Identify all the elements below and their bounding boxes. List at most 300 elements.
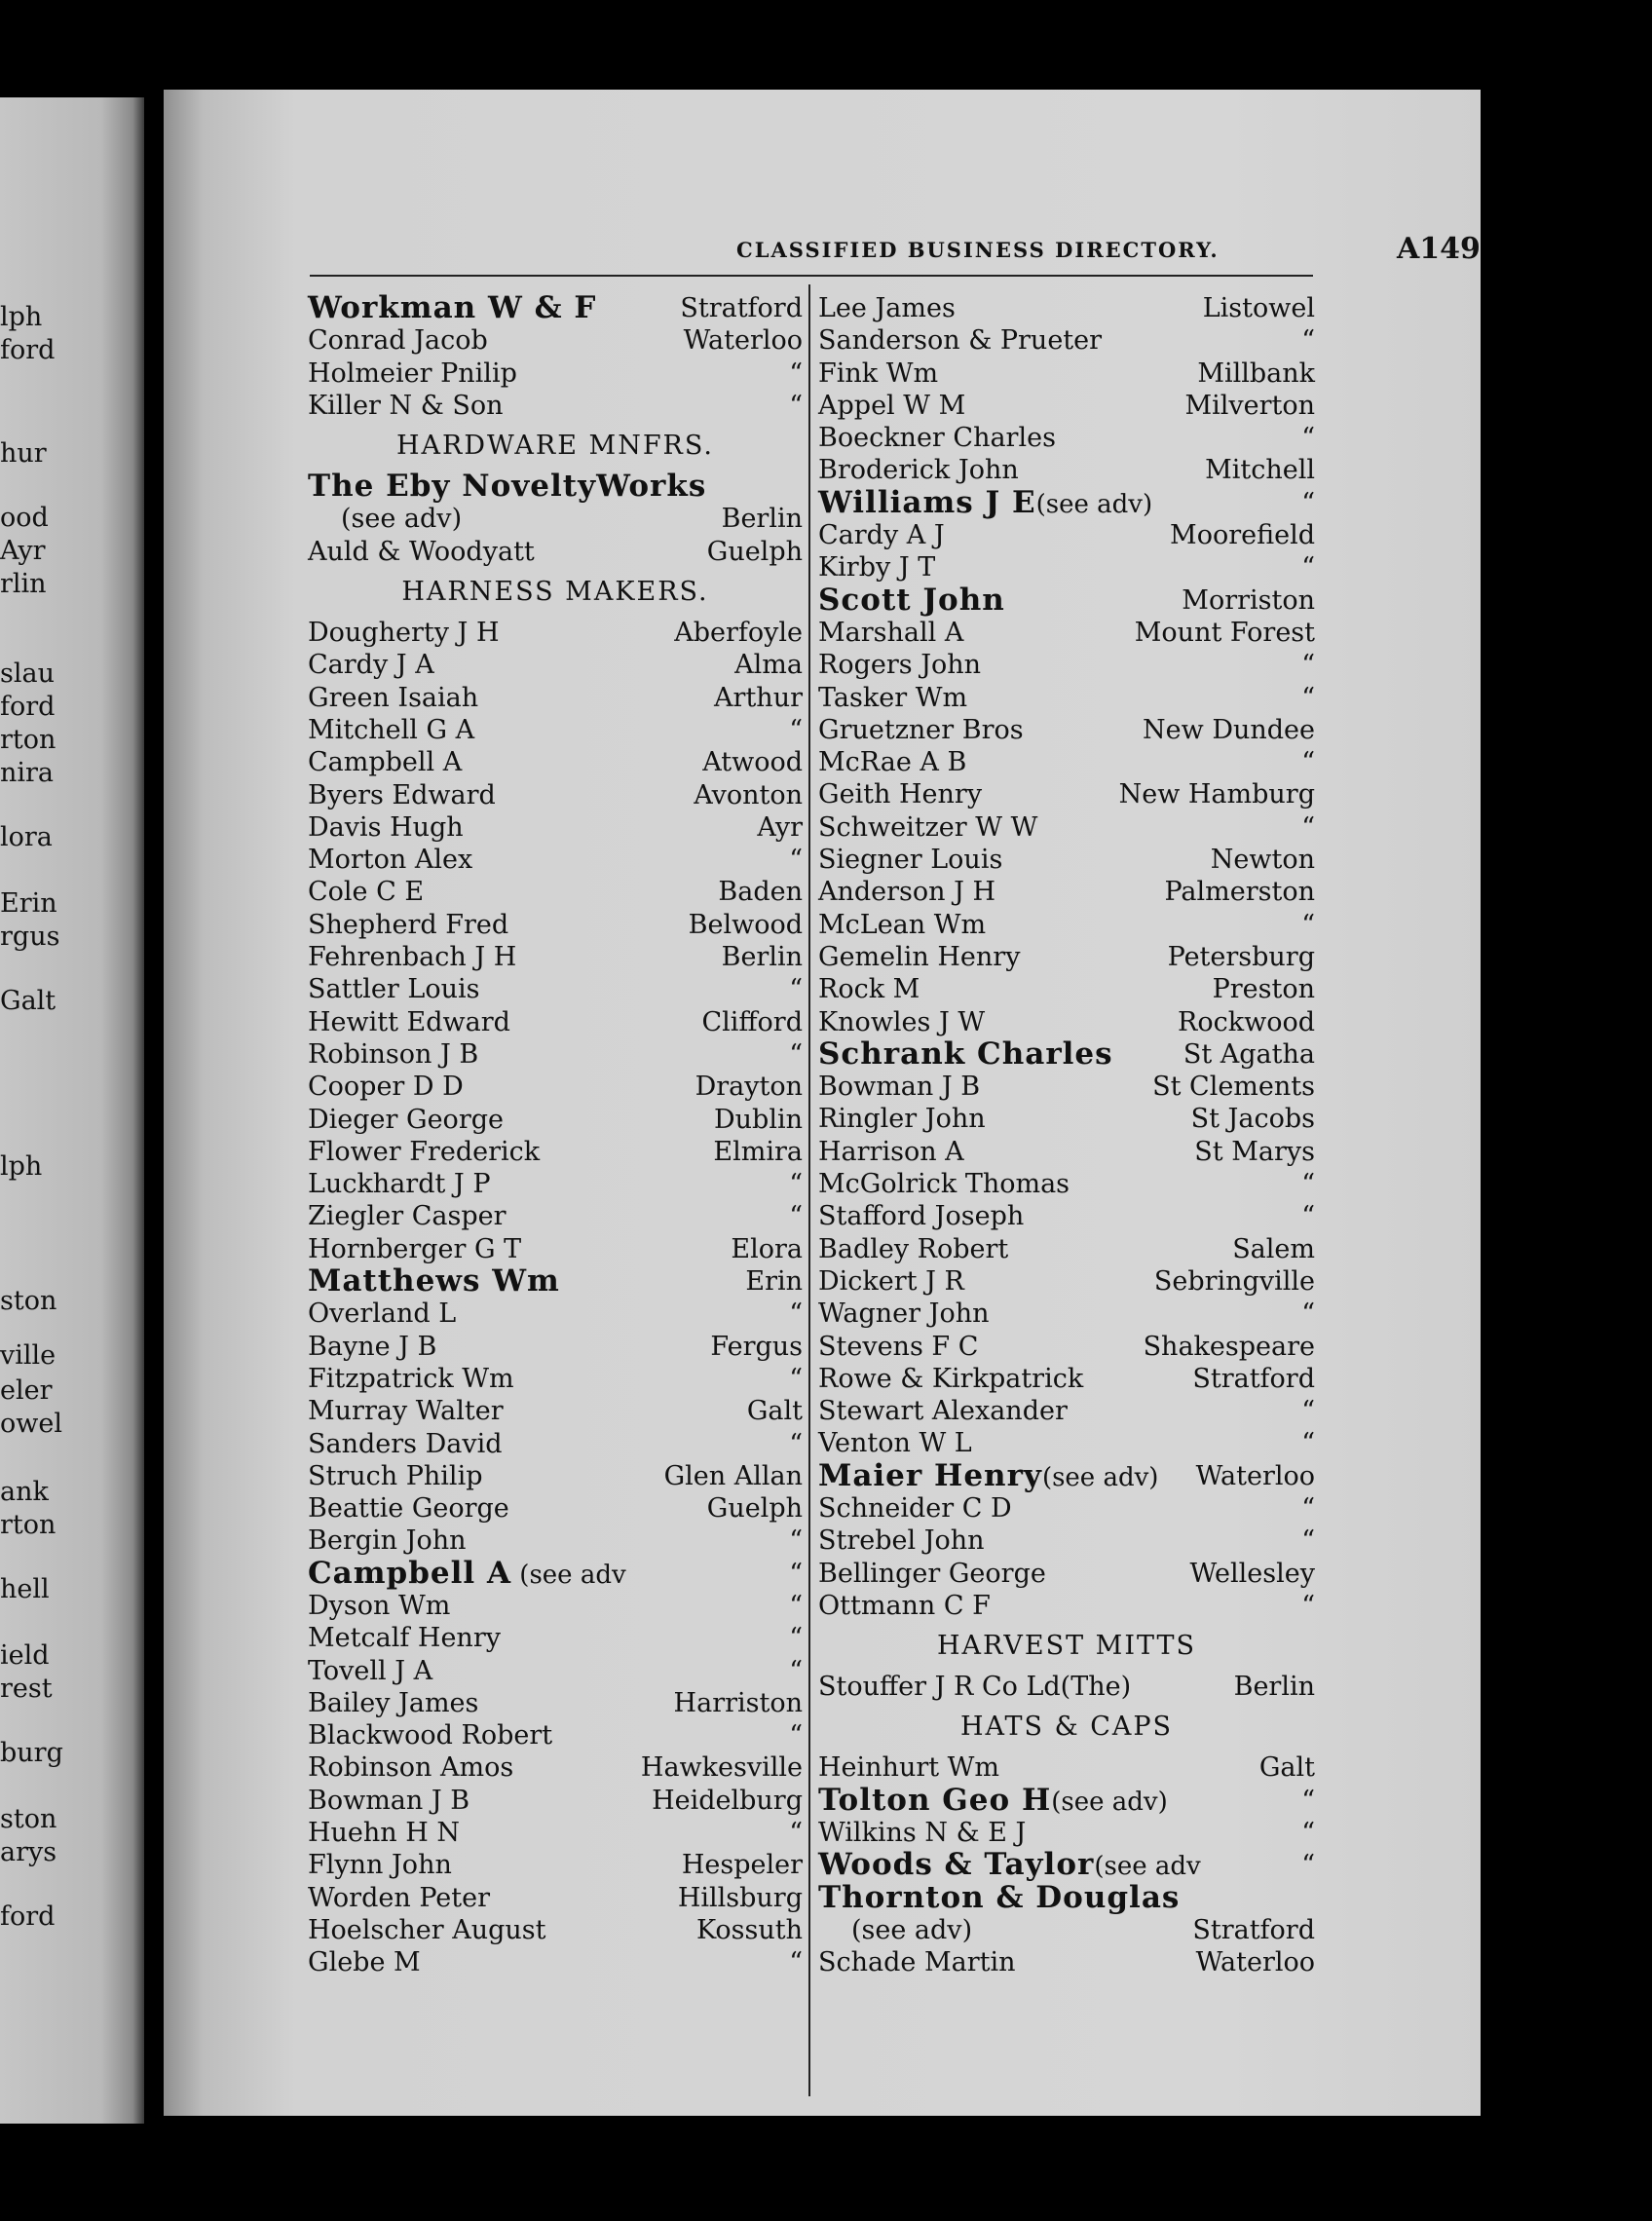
page-number: A149 bbox=[1397, 232, 1481, 266]
business-name: Matthews Wm bbox=[308, 1263, 560, 1299]
business-name: Lee James bbox=[818, 293, 956, 323]
locality: “ bbox=[789, 845, 803, 876]
locality: “ bbox=[1301, 552, 1315, 583]
directory-entry bbox=[818, 1751, 1315, 1784]
directory-entry bbox=[308, 1882, 803, 1914]
advert-note: (see adv bbox=[511, 1560, 626, 1590]
business-name: Badley Robert bbox=[818, 1233, 1009, 1264]
business-name: Sattler Louis bbox=[308, 974, 480, 1005]
business-name: Appel W M bbox=[818, 390, 966, 421]
directory-page bbox=[164, 90, 1481, 2116]
locality: Listowel bbox=[1202, 293, 1315, 323]
margin-fragment: rest bbox=[0, 1674, 53, 1704]
directory-entry bbox=[818, 324, 1315, 357]
directory-entry bbox=[818, 1671, 1315, 1703]
locality: “ bbox=[1301, 747, 1315, 778]
directory-entry bbox=[818, 1168, 1315, 1200]
directory-entry bbox=[308, 1687, 803, 1719]
locality: “ bbox=[1301, 909, 1315, 940]
advert-note: (see adv) bbox=[1035, 489, 1153, 519]
business-name: Green Isaiah bbox=[308, 682, 479, 713]
business-name: Rock M bbox=[818, 974, 920, 1005]
directory-entry bbox=[308, 973, 803, 1005]
locality: Waterloo bbox=[683, 325, 803, 357]
directory-entry bbox=[308, 649, 803, 681]
locality: Galt bbox=[1258, 1752, 1315, 1784]
directory-entry bbox=[818, 1071, 1315, 1103]
business-name: Dyson Wm bbox=[308, 1590, 451, 1621]
locality: “ bbox=[789, 1818, 803, 1849]
locality: “ bbox=[1301, 1785, 1315, 1816]
locality: “ bbox=[1301, 1201, 1315, 1232]
directory-entry bbox=[818, 746, 1315, 778]
locality: Heidelburg bbox=[652, 1785, 803, 1816]
directory-entry bbox=[308, 1363, 803, 1395]
business-name: Robinson J B bbox=[308, 1038, 479, 1070]
directory-entry bbox=[308, 1298, 803, 1330]
directory-entry bbox=[818, 1590, 1315, 1622]
section-heading-text: HARVEST MITTS bbox=[936, 1631, 1197, 1662]
business-name: Gemelin Henry bbox=[818, 941, 1021, 972]
directory-entry bbox=[308, 1914, 803, 1946]
directory-entry bbox=[818, 584, 1315, 617]
locality: “ bbox=[789, 1201, 803, 1232]
business-name: Bayne J B bbox=[308, 1331, 437, 1362]
right-column bbox=[818, 292, 1315, 1979]
locality: Petersburg bbox=[1167, 941, 1315, 972]
directory-entry bbox=[818, 1427, 1315, 1459]
locality: “ bbox=[789, 390, 803, 421]
margin-fragment: slau bbox=[0, 659, 55, 689]
margin-fragment: ston bbox=[0, 1804, 57, 1834]
directory-entry bbox=[308, 1168, 803, 1200]
locality: “ bbox=[789, 1038, 803, 1070]
margin-fragment: rton bbox=[0, 1510, 56, 1540]
locality: “ bbox=[789, 1169, 803, 1200]
business-name: Struch Philip bbox=[308, 1460, 483, 1491]
business-name: Sanders David bbox=[308, 1428, 503, 1459]
business-name: Dieger George bbox=[308, 1104, 504, 1135]
locality: Stratford bbox=[1192, 1914, 1315, 1945]
locality: “ bbox=[1301, 682, 1315, 713]
directory-entry bbox=[308, 1006, 803, 1038]
business-name: Mitchell G A bbox=[308, 714, 475, 745]
business-name: McLean Wm bbox=[818, 909, 987, 940]
page-header bbox=[310, 232, 1481, 277]
locality: Clifford bbox=[701, 1006, 803, 1037]
locality: Guelph bbox=[706, 1493, 803, 1525]
directory-entry bbox=[818, 778, 1315, 810]
business-name: Boeckner Charles bbox=[818, 423, 1056, 454]
locality: Palmerston bbox=[1164, 877, 1315, 908]
locality: Moorefield bbox=[1170, 520, 1315, 551]
directory-entry bbox=[818, 1395, 1315, 1427]
locality: “ bbox=[789, 974, 803, 1005]
business-name: Hornberger G T bbox=[308, 1233, 522, 1264]
business-name: Workman W & F bbox=[308, 290, 597, 325]
locality: “ bbox=[1301, 1428, 1315, 1459]
business-name: Bellinger George bbox=[818, 1558, 1046, 1589]
business-name: Huehn H N bbox=[308, 1818, 461, 1849]
business-name: Byers Edward bbox=[308, 779, 496, 810]
business-name: (see adv) bbox=[341, 504, 463, 535]
directory-entry bbox=[308, 779, 803, 811]
section-heading bbox=[308, 422, 803, 471]
locality: “ bbox=[789, 714, 803, 745]
directory-entry bbox=[308, 1428, 803, 1460]
locality: “ bbox=[1301, 487, 1315, 518]
directory-entry bbox=[308, 1136, 803, 1168]
business-name: Davis Hugh bbox=[308, 811, 464, 843]
margin-fragment: rlin bbox=[0, 569, 47, 599]
locality: Hespeler bbox=[681, 1850, 803, 1881]
locality: Rockwood bbox=[1178, 1006, 1315, 1037]
margin-fragment: eler bbox=[0, 1375, 53, 1406]
directory-entry bbox=[818, 909, 1315, 941]
business-name: Tovell J A bbox=[308, 1655, 433, 1686]
business-name: Fink Wm bbox=[818, 358, 939, 389]
business-name: Rogers John bbox=[818, 650, 982, 681]
locality: St Clements bbox=[1152, 1072, 1315, 1103]
business-name: Stafford Joseph bbox=[818, 1201, 1025, 1232]
locality: Morriston bbox=[1182, 584, 1315, 616]
locality: Erin bbox=[745, 1266, 803, 1298]
business-name: Hoelscher August bbox=[308, 1914, 546, 1945]
locality: Mount Forest bbox=[1134, 617, 1315, 648]
margin-fragment: owel bbox=[0, 1409, 62, 1439]
business-name: Dickert J R bbox=[818, 1265, 964, 1297]
business-name: Luckhardt J P bbox=[308, 1169, 491, 1200]
directory-entry bbox=[818, 1914, 1315, 1946]
directory-entry bbox=[818, 1200, 1315, 1232]
business-name: Scott John bbox=[818, 582, 1005, 618]
directory-entry bbox=[818, 422, 1315, 454]
directory-entry bbox=[818, 714, 1315, 746]
margin-fragment: ank bbox=[0, 1477, 49, 1507]
locality: Hillsburg bbox=[677, 1882, 803, 1913]
margin-fragment: lph bbox=[0, 302, 43, 332]
locality: Harriston bbox=[673, 1687, 803, 1718]
locality: “ bbox=[1301, 325, 1315, 357]
column-divider bbox=[808, 284, 810, 2096]
business-name: Blackwood Robert bbox=[308, 1720, 553, 1751]
directory-entry bbox=[308, 1655, 803, 1687]
locality: “ bbox=[789, 1428, 803, 1459]
locality: Sebringville bbox=[1153, 1265, 1315, 1297]
business-name: Beattie George bbox=[308, 1493, 509, 1525]
directory-entry bbox=[818, 1849, 1315, 1881]
business-name: Bowman J B bbox=[308, 1785, 470, 1816]
directory-entry bbox=[308, 503, 803, 535]
advert-note: (see adv) bbox=[1041, 1462, 1159, 1492]
section-heading-text: HATS & CAPS bbox=[959, 1712, 1174, 1743]
business-name: Ringler John bbox=[818, 1104, 986, 1135]
business-name: Sanderson & Prueter bbox=[818, 325, 1103, 357]
directory-entry bbox=[818, 519, 1315, 551]
margin-fragment: Erin bbox=[0, 888, 57, 919]
locality: “ bbox=[789, 1525, 803, 1557]
business-name: Cardy J A bbox=[308, 650, 434, 681]
locality: Galt bbox=[746, 1396, 803, 1427]
directory-entry bbox=[308, 358, 803, 390]
margin-fragment: burg bbox=[0, 1738, 63, 1768]
locality: Fergus bbox=[710, 1331, 803, 1362]
locality: “ bbox=[1301, 423, 1315, 454]
locality: Preston bbox=[1212, 974, 1315, 1005]
locality: Milverton bbox=[1184, 390, 1315, 421]
business-name: Marshall A bbox=[818, 617, 964, 648]
directory-entry bbox=[818, 1006, 1315, 1038]
directory-entry bbox=[818, 1233, 1315, 1265]
margin-fragment: ston bbox=[0, 1286, 57, 1316]
advert-note: (see adv bbox=[1094, 1852, 1201, 1882]
directory-entry bbox=[308, 390, 803, 422]
directory-entry bbox=[818, 941, 1315, 973]
business-name: Shepherd Fred bbox=[308, 909, 509, 940]
business-name: Wagner John bbox=[818, 1299, 990, 1330]
business-name: Killer N & Son bbox=[308, 390, 504, 421]
directory-entry bbox=[818, 617, 1315, 649]
locality: “ bbox=[789, 1655, 803, 1686]
locality: Newton bbox=[1210, 845, 1315, 876]
directory-entry bbox=[308, 844, 803, 876]
business-name: Robinson Amos bbox=[308, 1752, 514, 1784]
locality: “ bbox=[1301, 1169, 1315, 1200]
locality: St Agatha bbox=[1183, 1038, 1315, 1070]
business-name: Schade Martin bbox=[818, 1947, 1016, 1978]
margin-fragment: arys bbox=[0, 1837, 57, 1867]
business-name: Ziegler Casper bbox=[308, 1201, 507, 1232]
business-name: Knowles J W bbox=[818, 1006, 986, 1037]
business-name: Stevens F C bbox=[818, 1331, 979, 1362]
locality: “ bbox=[789, 1720, 803, 1751]
directory-entry bbox=[308, 1817, 803, 1849]
directory-entry bbox=[818, 811, 1315, 844]
locality: “ bbox=[1301, 1525, 1315, 1557]
business-name: Flynn John bbox=[308, 1850, 452, 1881]
margin-fragment: ield bbox=[0, 1640, 50, 1671]
locality: “ bbox=[789, 358, 803, 389]
business-name: Cooper D D bbox=[308, 1072, 464, 1103]
business-name: Dougherty J H bbox=[308, 618, 500, 649]
business-name: Bowman J B bbox=[818, 1072, 981, 1103]
business-name: Anderson J H bbox=[818, 877, 996, 908]
business-name: Tasker Wm bbox=[818, 682, 968, 713]
section-heading bbox=[818, 1703, 1315, 1751]
directory-entry bbox=[818, 1879, 1315, 1915]
directory-entry bbox=[818, 390, 1315, 422]
business-name: Metcalf Henry bbox=[308, 1623, 501, 1654]
directory-entry bbox=[308, 941, 803, 973]
directory-entry bbox=[818, 1363, 1315, 1395]
section-heading-text: HARNESS MAKERS. bbox=[401, 577, 709, 608]
directory-entry bbox=[308, 1233, 803, 1265]
locality: Arthur bbox=[714, 682, 803, 713]
directory-entry bbox=[308, 1785, 803, 1817]
business-name: Holmeier Pnilip bbox=[308, 358, 517, 389]
business-name: Schneider C D bbox=[818, 1492, 1012, 1524]
locality: Ayr bbox=[757, 811, 803, 843]
business-name: Auld & Woodyatt bbox=[308, 536, 535, 567]
business-name: Gruetzner Bros bbox=[818, 714, 1024, 745]
locality: Wellesley bbox=[1189, 1558, 1315, 1589]
directory-entry bbox=[308, 811, 803, 844]
business-name: Rowe & Kirkpatrick bbox=[818, 1363, 1084, 1394]
directory-entry bbox=[308, 1492, 803, 1525]
business-name: Stouffer J R Co Ld(The) bbox=[818, 1672, 1132, 1703]
directory-entry bbox=[818, 682, 1315, 714]
locality: Mitchell bbox=[1205, 455, 1315, 486]
locality: “ bbox=[789, 1623, 803, 1654]
locality: Dublin bbox=[714, 1104, 803, 1135]
section-heading bbox=[308, 568, 803, 617]
directory-entry bbox=[818, 551, 1315, 583]
locality: Salem bbox=[1232, 1233, 1315, 1264]
directory-entry bbox=[308, 876, 803, 908]
margin-fragment: ford bbox=[0, 692, 56, 722]
locality: New Dundee bbox=[1143, 714, 1315, 745]
margin-fragment: nira bbox=[0, 758, 55, 788]
directory-entry bbox=[308, 1460, 803, 1492]
directory-entry bbox=[308, 682, 803, 714]
directory-entry bbox=[818, 1265, 1315, 1298]
directory-entry bbox=[308, 1265, 803, 1298]
directory-entry bbox=[818, 292, 1315, 324]
directory-entry bbox=[818, 1035, 1315, 1072]
business-name: Strebel John bbox=[818, 1525, 985, 1557]
locality: Berlin bbox=[721, 504, 803, 535]
directory-entry bbox=[308, 292, 803, 324]
directory-entry bbox=[308, 536, 803, 568]
left-column bbox=[308, 292, 803, 1979]
business-name: (see adv) bbox=[851, 1914, 973, 1945]
section-heading bbox=[818, 1622, 1315, 1671]
directory-entry bbox=[308, 1200, 803, 1232]
locality: Waterloo bbox=[1195, 1947, 1315, 1978]
locality: Millbank bbox=[1197, 358, 1315, 389]
directory-entry bbox=[308, 1849, 803, 1881]
business-name: Bailey James bbox=[308, 1687, 479, 1718]
business-name: Campbell A bbox=[308, 747, 463, 778]
locality: New Hamburg bbox=[1118, 779, 1315, 810]
locality: Aberfoyle bbox=[674, 618, 803, 649]
directory-entry bbox=[308, 1622, 803, 1654]
locality: Kossuth bbox=[695, 1914, 803, 1945]
directory-entry bbox=[308, 1946, 803, 1978]
section-heading-text: HARDWARE MNFRS. bbox=[396, 431, 714, 462]
directory-entry bbox=[818, 1558, 1315, 1590]
locality: Atwood bbox=[702, 747, 803, 778]
locality: “ bbox=[1301, 1299, 1315, 1330]
locality: “ bbox=[1301, 1850, 1315, 1881]
margin-fragment: ford bbox=[0, 1901, 56, 1932]
directory-entry bbox=[818, 1298, 1315, 1330]
directory-entry bbox=[308, 1395, 803, 1427]
business-name: Kirby J T bbox=[818, 552, 936, 583]
directory-entry bbox=[308, 1038, 803, 1071]
business-name: Heinhurt Wm bbox=[818, 1752, 1000, 1784]
directory-entry bbox=[308, 909, 803, 941]
business-name: Woods & Taylor(see adv bbox=[818, 1847, 1201, 1883]
directory-entry bbox=[308, 1331, 803, 1363]
margin-fragment: rton bbox=[0, 725, 56, 755]
business-name: Wilkins N & E J bbox=[818, 1818, 1027, 1849]
business-name: Maier Henry(see adv) bbox=[818, 1457, 1159, 1493]
margin-fragment: hur bbox=[0, 438, 47, 469]
directory-entry bbox=[308, 746, 803, 778]
business-name: Flower Frederick bbox=[308, 1136, 541, 1167]
directory-entry bbox=[818, 1525, 1315, 1557]
locality: Berlin bbox=[721, 942, 803, 973]
business-name: Venton W L bbox=[818, 1428, 972, 1459]
locality: “ bbox=[1301, 650, 1315, 681]
margin-fragment: hell bbox=[0, 1574, 50, 1604]
locality: Belwood bbox=[688, 909, 803, 940]
business-name: Conrad Jacob bbox=[308, 325, 488, 357]
directory-entry bbox=[308, 1751, 803, 1784]
directory-entry bbox=[818, 1946, 1315, 1978]
directory-entry bbox=[818, 876, 1315, 908]
locality: Hawkesville bbox=[640, 1752, 803, 1784]
locality: Shakespeare bbox=[1143, 1331, 1315, 1362]
locality: “ bbox=[1301, 1396, 1315, 1427]
directory-entry bbox=[308, 324, 803, 357]
directory-entry bbox=[308, 471, 803, 503]
directory-entry bbox=[818, 844, 1315, 876]
directory-entry bbox=[818, 1492, 1315, 1525]
directory-entry bbox=[818, 649, 1315, 681]
business-name: Siegner Louis bbox=[818, 845, 1003, 876]
business-name: Glebe M bbox=[308, 1947, 421, 1978]
business-name: Cardy A J bbox=[818, 520, 945, 551]
locality: Alma bbox=[734, 650, 803, 681]
business-name: Harrison A bbox=[818, 1136, 964, 1167]
business-name: Overland L bbox=[308, 1299, 457, 1330]
business-name: Ottmann C F bbox=[818, 1590, 991, 1621]
margin-fragment: rgus bbox=[0, 922, 60, 952]
business-name: Stewart Alexander bbox=[818, 1396, 1068, 1427]
locality: “ bbox=[789, 1363, 803, 1394]
directory-entry bbox=[818, 1103, 1315, 1135]
directory-entry bbox=[308, 617, 803, 649]
locality: Elora bbox=[731, 1233, 803, 1264]
directory-entry bbox=[308, 1555, 803, 1591]
locality: Baden bbox=[718, 877, 803, 908]
business-name: Schrank Charles bbox=[818, 1035, 1113, 1072]
margin-fragment: lph bbox=[0, 1151, 43, 1182]
directory-entry bbox=[308, 1590, 803, 1622]
locality: Drayton bbox=[695, 1072, 803, 1103]
margin-fragment: Ayr bbox=[0, 536, 46, 566]
directory-entry bbox=[818, 1457, 1315, 1493]
business-name: Hewitt Edward bbox=[308, 1006, 510, 1037]
business-name: Broderick John bbox=[818, 455, 1019, 486]
directory-entry bbox=[308, 1525, 803, 1557]
business-name: Morton Alex bbox=[308, 845, 473, 876]
directory-entry bbox=[818, 1331, 1315, 1363]
directory-entry bbox=[308, 714, 803, 746]
business-name: Geith Henry bbox=[818, 779, 983, 810]
locality: Berlin bbox=[1233, 1672, 1315, 1703]
directory-entry bbox=[818, 1782, 1315, 1818]
business-name: McRae A B bbox=[818, 747, 967, 778]
business-name: Fitzpatrick Wm bbox=[308, 1363, 514, 1394]
business-name: The Eby NoveltyWorks bbox=[308, 469, 707, 505]
business-name: Thornton & Douglas bbox=[818, 1879, 1181, 1915]
business-name: McGolrick Thomas bbox=[818, 1169, 1070, 1200]
locality: Guelph bbox=[706, 536, 803, 567]
facing-page bbox=[0, 97, 144, 2124]
